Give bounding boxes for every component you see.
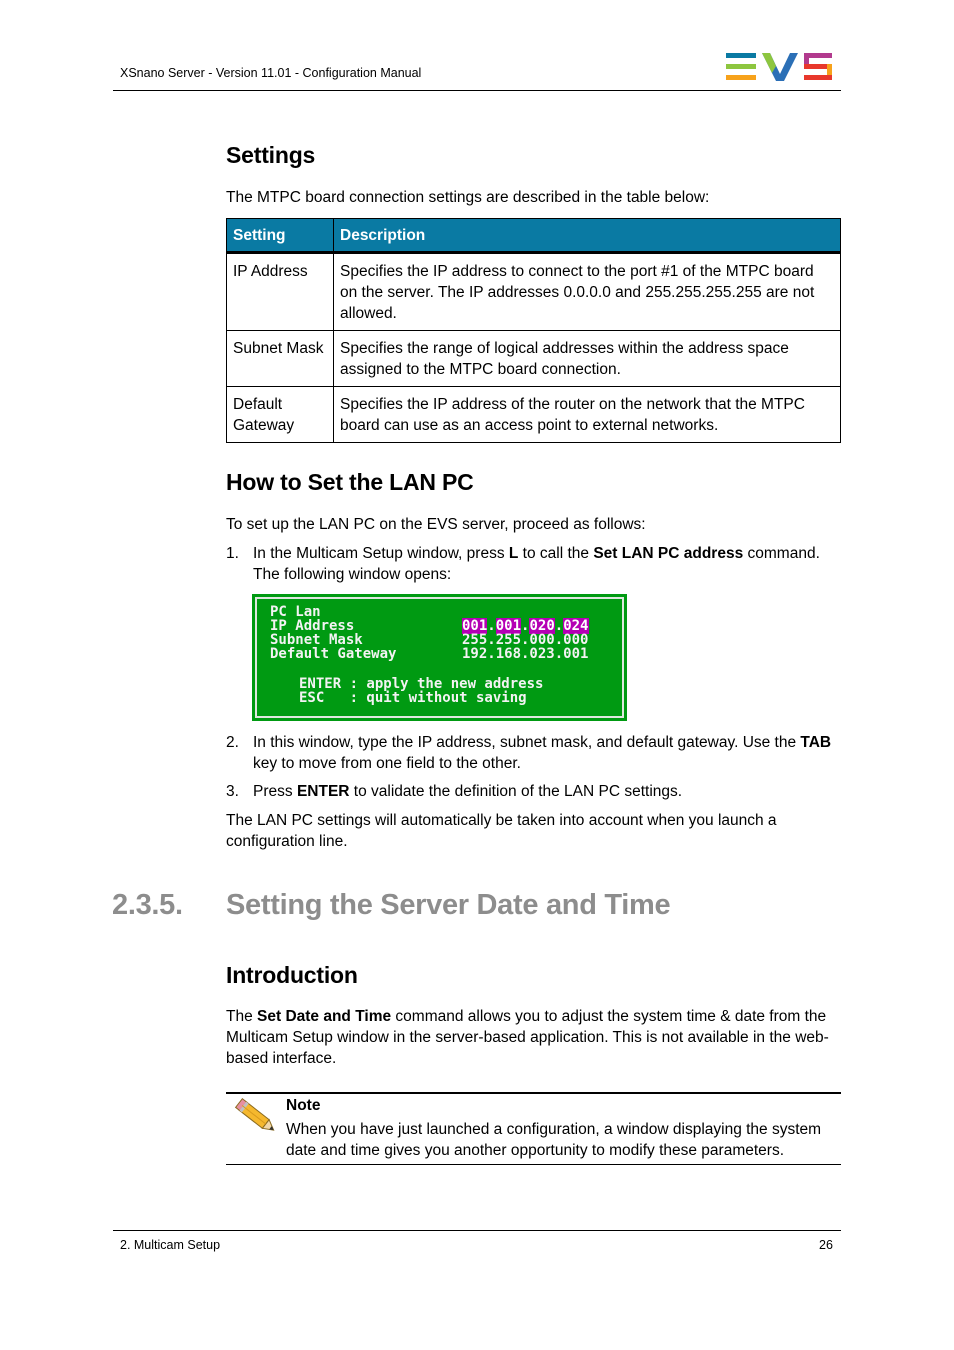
footer-chapter: 2. Multicam Setup xyxy=(120,1238,221,1252)
description-cell: Specifies the IP address to connect to the port #1 of the MTPC board on the server. The IP addresses 0.0.0.0 and 255.255.255.255 are not allowed. xyxy=(334,253,841,331)
description-cell: Specifies the range of logical addresses within the address space assigned to the MTPC board connection. xyxy=(334,331,841,387)
table-row xyxy=(227,331,841,387)
column-header-description: Description xyxy=(334,219,841,253)
terminal-subnet-label: Subnet Mask xyxy=(270,632,363,648)
terminal-gateway-label: Default Gateway xyxy=(270,646,397,662)
ip-octet-2[interactable]: 001 xyxy=(495,618,522,634)
intro-text-part: command allows you to adjust the system time & date from the Multicam Setup window in the server-based application. This is not available in the web-based interface. xyxy=(226,1008,829,1067)
ip-octet-1[interactable]: 001 xyxy=(462,618,488,634)
lan-pc-terminal-window xyxy=(252,594,627,721)
page-number: 26 xyxy=(819,1238,833,1252)
introduction-heading: Introduction xyxy=(226,962,358,988)
footer-rule xyxy=(113,1230,841,1231)
step-number: 3. xyxy=(226,783,239,800)
step-text-part: In the Multicam Setup window, press xyxy=(253,545,509,562)
terminal-subnet-value[interactable]: 255.255.000.000 xyxy=(462,632,589,648)
ip-octet-4[interactable]: 024 xyxy=(563,618,589,634)
header-title: XSnano Server - Version 11.01 - Configuration Manual xyxy=(120,66,422,80)
step-text-part: to call the xyxy=(518,545,594,562)
description-cell: Specifies the IP address of the router on the network that the MTPC board can use as an access point to external networks. xyxy=(334,387,841,443)
command-name: Set Date and Time xyxy=(257,1008,392,1025)
key-enter: ENTER xyxy=(296,783,350,800)
note-text: When you have just launched a configuration, a window displaying the system date and time gives you another opportunity to modify these parameters. xyxy=(286,1121,822,1159)
pencil-icon xyxy=(232,1095,280,1139)
step-text-part: In this window, type the IP address, subnet mask, and default gateway. Use the xyxy=(253,734,801,751)
key-l: L xyxy=(508,545,519,562)
column-header-setting: Setting xyxy=(227,219,334,253)
step-text xyxy=(253,732,843,774)
step-text xyxy=(253,543,843,585)
section-title: Setting the Server Date and Time xyxy=(226,889,671,921)
table-row xyxy=(227,387,841,443)
step-text-part: Press xyxy=(253,783,297,800)
lanpc-intro: To set up the LAN PC on the EVS server, proceed as follows: xyxy=(226,516,646,533)
terminal-ip-label: IP Address xyxy=(270,618,355,634)
terminal-title: PC Lan xyxy=(270,604,321,620)
settings-heading: Settings xyxy=(226,142,316,168)
terminal-esc-hint: ESC : quit without saving xyxy=(299,690,527,706)
settings-intro: The MTPC board connection settings are described in the table below: xyxy=(226,189,710,206)
header-rule xyxy=(113,90,841,91)
ip-octet-3[interactable]: 020 xyxy=(529,618,555,634)
step-1 xyxy=(226,543,846,587)
evs-logo xyxy=(726,52,834,82)
step-3 xyxy=(226,781,846,803)
command-name: Set LAN PC address xyxy=(593,545,744,562)
setting-cell: IP Address xyxy=(227,253,334,331)
intro-text-part: The xyxy=(226,1008,258,1025)
step-text-part: to validate the definition of the LAN PC settings. xyxy=(349,783,683,800)
section-number: 2.3.5. xyxy=(112,889,183,921)
introduction-paragraph xyxy=(226,1006,841,1069)
lanpc-outro: The LAN PC settings will automatically be taken into account when you launch a configuration line. xyxy=(226,812,777,850)
lanpc-heading: How to Set the LAN PC xyxy=(226,469,474,495)
step-number: 2. xyxy=(226,734,239,751)
note-top-rule xyxy=(226,1092,841,1094)
table-header-row xyxy=(227,219,841,253)
key-tab: TAB xyxy=(800,734,832,751)
settings-table xyxy=(226,218,841,443)
terminal-enter-hint: ENTER : apply the new address xyxy=(299,676,544,692)
terminal-gateway-value[interactable]: 192.168.023.001 xyxy=(462,646,589,662)
setting-cell: Subnet Mask xyxy=(227,331,334,387)
note-bottom-rule xyxy=(226,1164,841,1165)
table-row xyxy=(227,253,841,331)
setting-cell: Default Gateway xyxy=(227,387,334,443)
step-number: 1. xyxy=(226,545,239,562)
step-text-part: command. The following window opens: xyxy=(253,545,820,583)
step-text-part: key to move from one field to the other. xyxy=(253,755,521,772)
step-2 xyxy=(226,732,846,776)
terminal-border xyxy=(255,597,624,718)
note-label: Note xyxy=(286,1097,321,1114)
terminal-ip-value[interactable]: 001.001.020.024 xyxy=(462,618,589,634)
step-text xyxy=(253,781,843,802)
